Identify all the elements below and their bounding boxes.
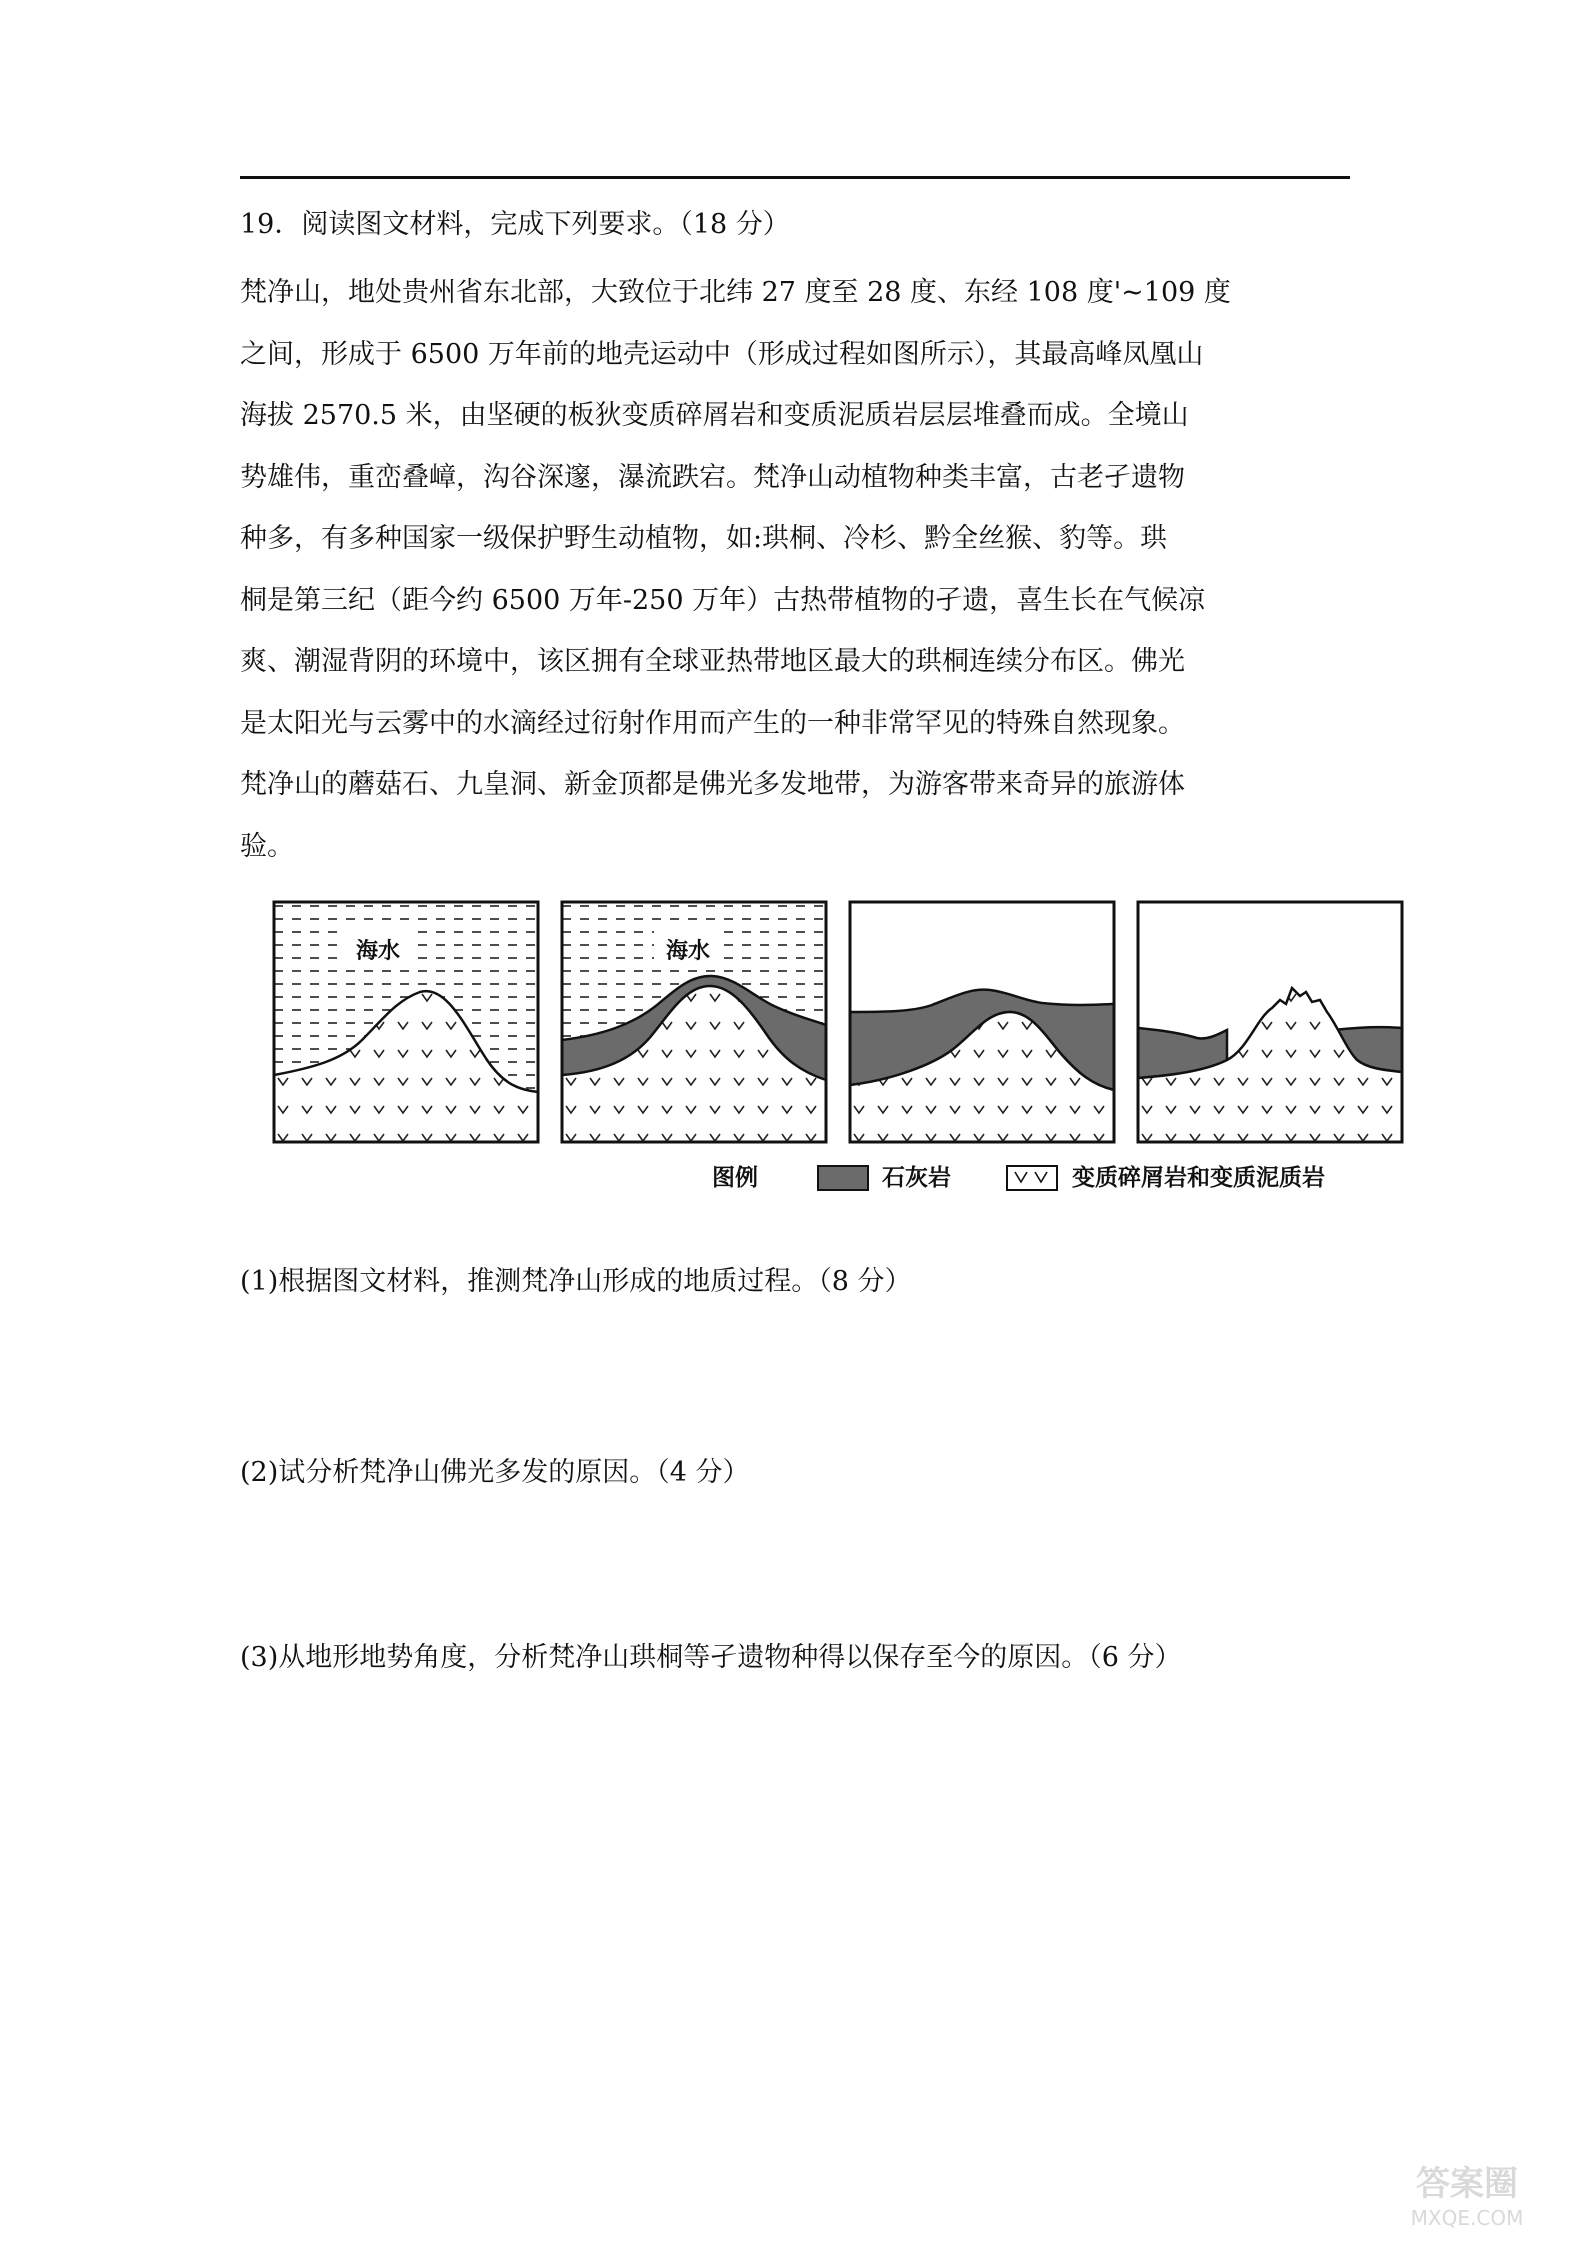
stage-panel-2 (562, 902, 826, 1142)
top-rule (240, 176, 1350, 179)
paragraph-line: 种多，有多种国家一级保护野生动植物，如:珙桐、冷杉、黔全丝猴、豹等。珙 (240, 523, 1168, 554)
stage-panel-3 (850, 902, 1114, 1142)
paragraph-line: 爽、潮湿背阴的环境中，该区拥有全球亚热带地区最大的珙桐连续分布区。佛光 (240, 646, 1185, 677)
figure-legend (712, 1164, 1325, 1191)
sea-water-label-2: 海水 (665, 939, 711, 964)
paragraph-line: 是太阳光与云雾中的水滴经过衍射作用而产生的一种非常罕见的特殊自然现象。 (240, 707, 1185, 739)
legend-metamorphic-label: 变质碎屑岩和变质泥质岩 (1072, 1165, 1325, 1191)
paragraph-line: 梵净山的蘑菇石、九皇洞、新金顶都是佛光多发地带，为游客带来奇异的旅游体 (240, 769, 1185, 800)
site-watermark-logo (1367, 2155, 1567, 2235)
paragraph-line: 势雄伟，重峦叠嶂，沟谷深邃，瀑流跌宕。梵净山动植物种类丰富，古老孑遗物 (240, 461, 1185, 493)
paragraph-line: 梵净山，地处贵州省东北部，大致位于北纬 27 度至 28 度、东经 108 度'~109 度 (240, 277, 1231, 308)
limestone-swatch (818, 1166, 868, 1190)
metamorphic-swatch (1007, 1166, 1057, 1190)
sub-question-1: (1)根据图文材料，推测梵净山形成的地质过程。（8 分） (240, 1266, 912, 1297)
sea-water-label-1: 海水 (355, 939, 401, 964)
watermark-title: 答案圈 (1416, 2164, 1518, 2204)
question-header: 19．阅读图文材料，完成下列要求。（18 分） (240, 209, 790, 240)
stage-panel-4 (1138, 902, 1402, 1142)
paragraph-line: 海拔 2570.5 米，由坚硬的板狄变质碎屑岩和变质泥质岩层层堆叠而成。全境山 (240, 400, 1189, 431)
watermark-url: MXQE.COM (1410, 2206, 1524, 2230)
legend-title: 图例 (712, 1165, 758, 1191)
legend-limestone-label: 石灰岩 (882, 1165, 951, 1191)
sub-question-3: (3)从地形地势角度，分析梵净山珙桐等孑遗物种得以保存至今的原因。（6 分） (240, 1642, 1182, 1673)
geology-figure (272, 900, 1408, 1200)
material-paragraph (240, 262, 1350, 877)
paragraph-line: 之间，形成于 6500 万年前的地壳运动中（形成过程如图所示），其最高峰凤凰山 (240, 338, 1204, 370)
geology-figure-svg (272, 900, 1408, 1200)
paragraph-line: 验。 (240, 830, 294, 862)
sub-question-2: (2)试分析梵净山佛光多发的原因。（4 分） (240, 1457, 750, 1488)
paragraph-line: 桐是第三纪（距今约 6500 万年-250 万年）古热带植物的孑遗，喜生长在气候凉 (240, 584, 1206, 616)
stage-panel-1 (274, 902, 538, 1142)
